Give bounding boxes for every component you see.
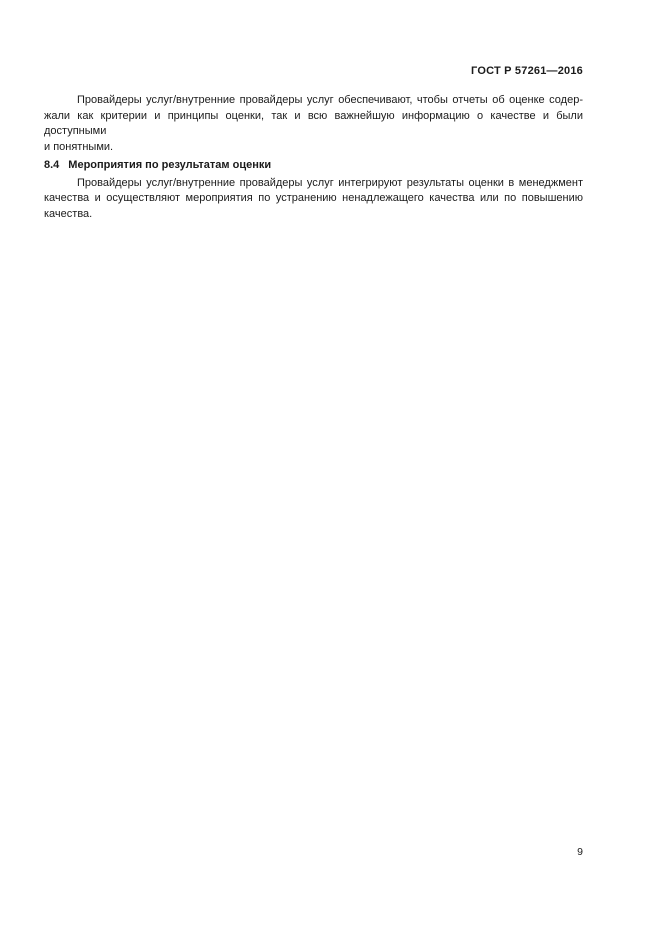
- text-block: [44, 93, 583, 222]
- paragraph-line: Провайдеры услуг/внутренние провайдеры услуг интегрируют результаты оценки в менеджмент: [77, 176, 583, 189]
- section-title: Мероприятия по результатам оценки: [68, 159, 272, 171]
- paragraph-line: жали как критерии и принципы оценки, так и всю важнейшую информацию о качестве и были доступными: [44, 109, 583, 137]
- section-number: 8.4: [44, 159, 60, 171]
- page-number: 9: [577, 846, 583, 858]
- paragraph-line: качества и осуществляют мероприятия по устранению ненадлежащего качества или по повышению: [44, 192, 583, 204]
- paragraph-line: качества.: [44, 207, 93, 220]
- running-header-standard-code: ГОСТ Р 57261—2016: [471, 65, 583, 77]
- paragraph-line: и понятными.: [44, 140, 114, 153]
- section-heading: [44, 158, 583, 174]
- paragraph-line: Провайдеры услуг/внутренние провайдеры услуг обеспечивают, чтобы отчеты об оценке содер-: [77, 94, 583, 106]
